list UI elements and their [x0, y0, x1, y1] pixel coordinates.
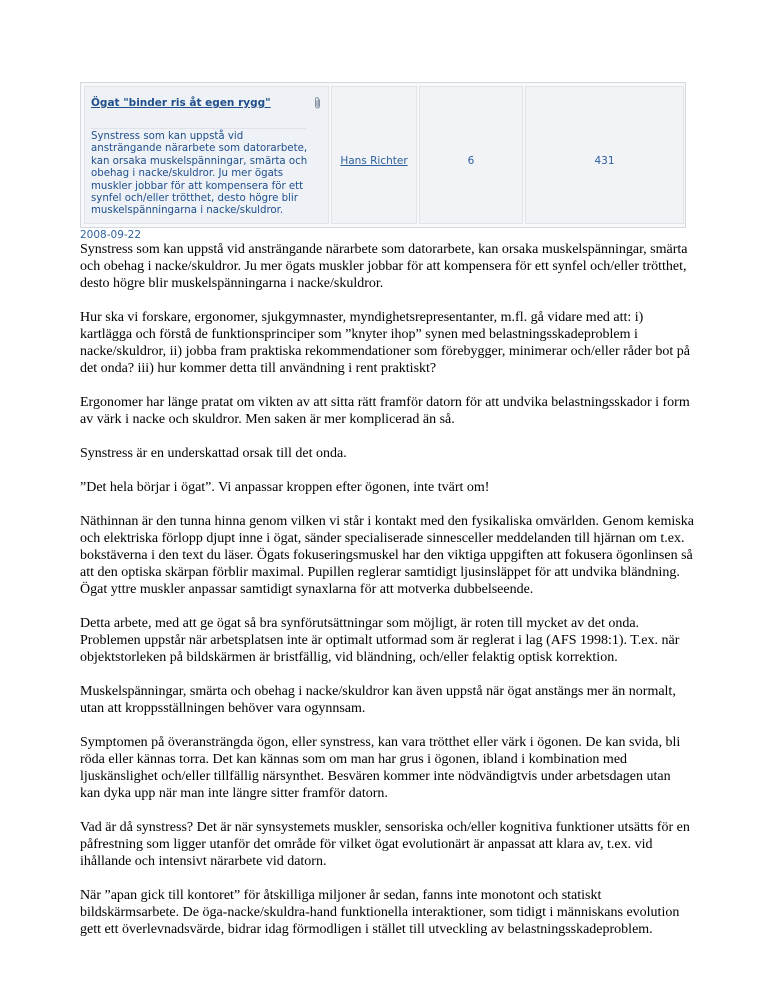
paragraph: Ergonomer har länge pratat om vikten av att sitta rätt framför datorn för att undvika belastningsskador i form av värk i nacke och skuldror. Men saken är mer komplicerad än så.: [80, 395, 690, 427]
article-body: [80, 241, 694, 955]
paragraph: Synstress som kan uppstå vid ansträngande närarbete som datorarbete, kan orsaka muskelspänningar, smärta och obehag i nacke/skuldror. Ju mer ögats muskler jobbar för att kompensera för ett synfel och/eller trötthet, desto högre blir muskelspänningarna i nacke/skuldror.: [80, 242, 688, 291]
post-date: 2008-09-22: [80, 229, 142, 241]
paragraph: Detta arbete, med att ge ögat så bra synförutsättningar som möjligt, är roten till mycket av det onda. Problemen uppstår när arbetsplatsen inte är optimalt utformad som är reglerat i lag (AFS 1998:1). T.ex. när objektstorleken på bildskärmen är bristfällig, vid bländning, och/eller felaktig optisk korrektion.: [80, 616, 680, 665]
paragraph: Hur ska vi forskare, ergonomer, sjukgymnaster, myndighetsrepresentanter, m.fl. gå vidare med att: i) kartlägga och förstå de funktionsprinciper som ”knyter ihop” synen med belastningsskadeproblem i nacke/skuldror, ii) jobba fram praktiska rekommendationer som förebygger, minimerar och/eller råder bot på det onda? iii) hur kommer detta till användning i rent praktiskt?: [80, 310, 690, 376]
paragraph: Synstress är en underskattad orsak till det onda.: [80, 446, 347, 461]
forum-topic-table: [80, 82, 686, 228]
replies-cell: [419, 86, 523, 224]
views-cell: [525, 86, 684, 224]
author-cell: [331, 86, 417, 224]
topic-title-link[interactable]: Ögat "binder ris åt egen rygg": [91, 97, 271, 109]
paragraph: Näthinnan är den tunna hinna genom vilken vi står i kontakt med den fysikaliska omvärlden. Genom kemiska och elektriska förlopp djupt inne i ögat, sänder specialiserade sinnesceller meddelanden till hjärnan om t.ex. bokstäverna i den text du läser. Ögats fokuseringsmuskel har den viktiga uppgiften att fokusera ögonlinsen så att den optiska skärpan förblir maximal. Pupillen reglerar samtidigt ljusinsläppet för att undvika bländning. Ögat yttre muskler anpassar samtidigt synaxlarna för att motverka dubbelseende.: [80, 514, 694, 597]
replies-count: 6: [467, 155, 475, 167]
paperclip-icon: [313, 96, 323, 110]
topic-cell: [84, 86, 329, 224]
author-link[interactable]: Hans Richter: [340, 155, 408, 167]
paragraph: Vad är då synstress? Det är när synsystemets muskler, sensoriska och/eller kognitiva funktioner utsätts för en påfrestning som ligger utanför det område för vilket ögat evolutionärt är anpassat att klara av, t.ex. vid ihållande och intensivt närarbete vid datorn.: [80, 820, 690, 869]
topic-excerpt: Synstress som kan uppstå vid ansträngande närarbete som datorarbete, kan orsaka muskelspänningar, smärta och obehag i nacke/skuldror. Ju mer ögats muskler jobbar för att kompensera för ett synfel och/eller trötthet, desto högre blir muskelspänningarna i nacke/skuldror.: [91, 131, 308, 217]
paragraph: Symptomen på överansträngda ögon, eller synstress, kan vara trötthet eller värk i ögonen. De kan svida, bli röda eller kännas torra. Det kan kännas som om man har grus i ögonen, ibland i kombination med ljuskänslighet och/eller tillfällig närsynthet. Besvären kommer inte nödvändigtvis under arbetsdagen utan kan dyka upp när man inte längre sitter framför datorn.: [80, 735, 681, 801]
paragraph: När ”apan gick till kontoret” för åtskilliga miljoner år sedan, fanns inte monotont och statiskt bildskärmsarbete. De öga-nacke/skuldra-hand funktionella interaktioner, som tidigt i människans evolution gett ett överlevnadsvärde, bidrar idag förmodligen i stället till utveckling av belastningsskadeproblem.: [80, 888, 680, 937]
paragraph: Muskelspänningar, smärta och obehag i nacke/skuldror kan även uppstå när ögat anstängs mer än normalt, utan att kroppsställningen behöver vara ogynnsam.: [80, 684, 676, 716]
views-count: 431: [594, 155, 615, 167]
divider: [91, 128, 306, 129]
paragraph: ”Det hela börjar i ögat”. Vi anpassar kroppen efter ögonen, inte tvärt om!: [80, 480, 490, 495]
